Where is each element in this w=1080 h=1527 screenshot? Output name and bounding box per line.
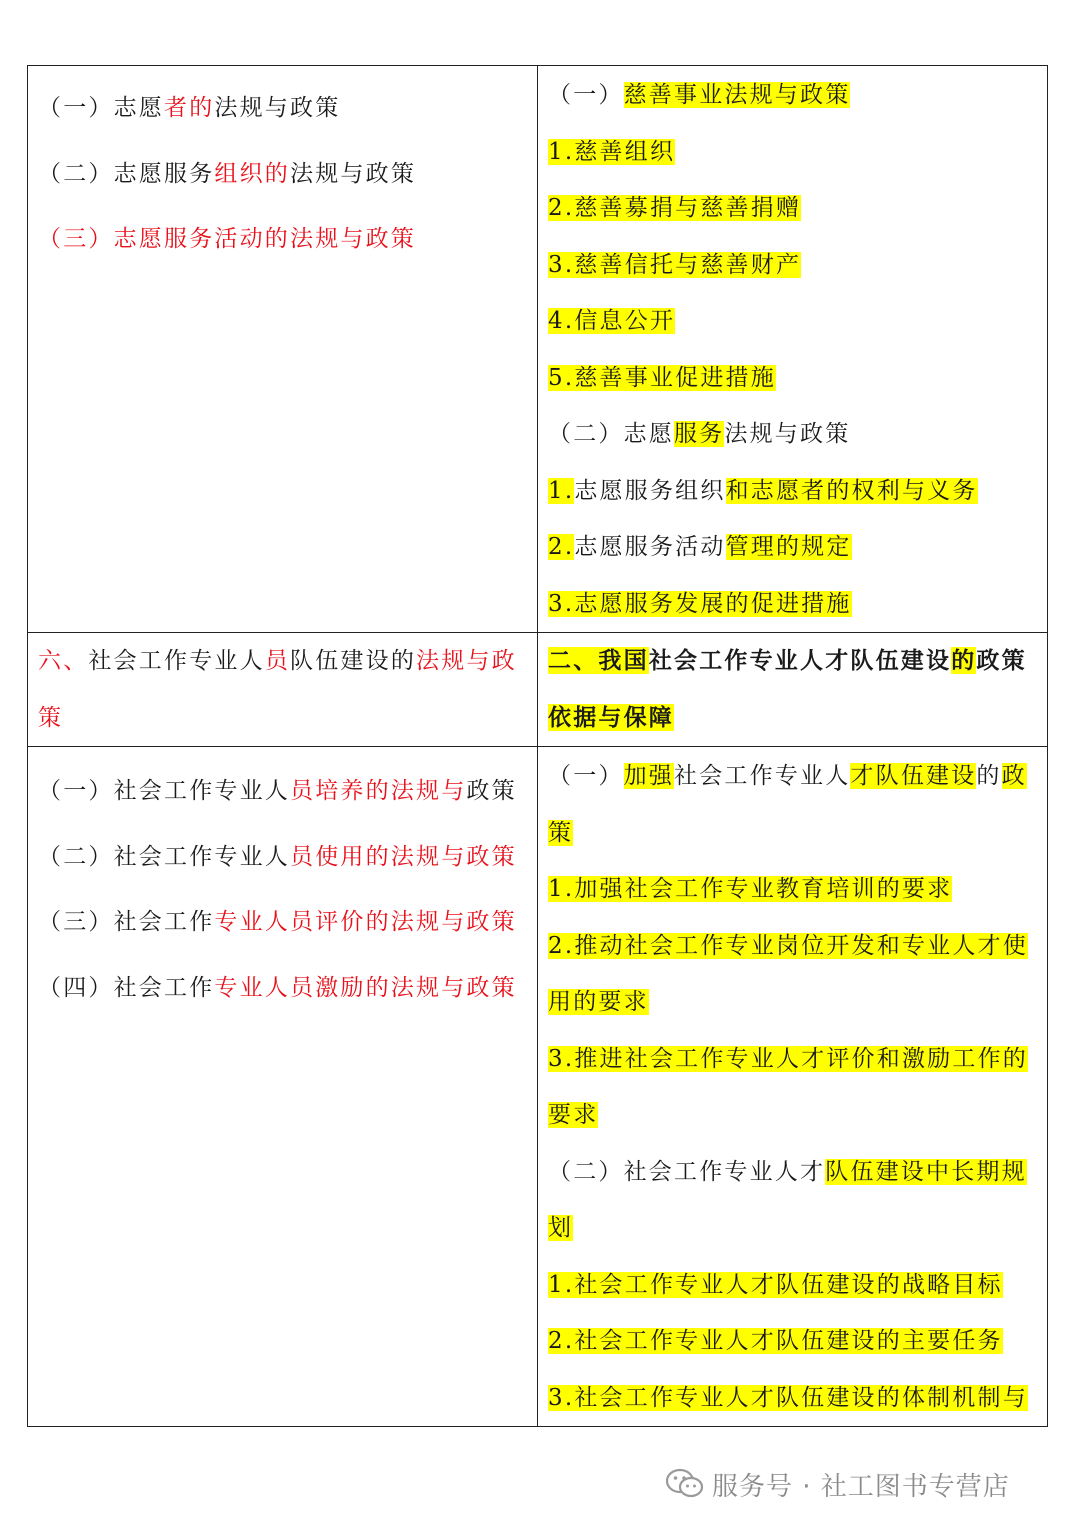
text-run: （一）: [548, 82, 624, 108]
list-item: [548, 124, 1039, 181]
text-run: 员培养的法规与: [290, 778, 467, 804]
text-run: 队伍建设中长期规划: [548, 1158, 1027, 1241]
text-run: 的: [951, 647, 977, 674]
row3-right-cell: [538, 747, 1048, 1427]
row3-left-list: [38, 763, 529, 1016]
list-item: [548, 180, 1039, 237]
text-run: （三）社会工作: [38, 909, 215, 935]
text-run: （二）社会工作专业人: [38, 843, 290, 870]
text-run: 2.: [548, 534, 575, 560]
list-item: [548, 748, 1039, 861]
list-item: [548, 861, 1039, 918]
row1-right-cell: [538, 66, 1048, 633]
table-row: [28, 633, 1048, 747]
text-run: 1.慈善组织: [548, 138, 676, 165]
row1-left-list: [38, 80, 529, 268]
text-run: 政策: [976, 647, 1027, 674]
row2-left-cell: [28, 633, 538, 747]
text-run: 的: [976, 763, 1002, 789]
text-run: 管理的规定: [725, 534, 852, 560]
list-item: [548, 1257, 1039, 1314]
text-run: 队伍建设的: [290, 648, 417, 674]
text-run: 法规与政策: [290, 160, 417, 187]
text-run: 3.志愿服务发展的促进措施: [548, 590, 852, 617]
text-run: 员使用的法规与政策: [290, 843, 517, 870]
text-run: 者的: [164, 95, 215, 121]
text-run: 慈善事业法规与政策: [623, 82, 851, 108]
text-run: 社会工作专业人: [674, 763, 851, 789]
text-run: （四）社会工作: [38, 974, 215, 1001]
syllabus-comparison-table: [27, 65, 1048, 1427]
list-item: [548, 576, 1039, 633]
text-run: 5.慈善事业促进措施: [548, 364, 776, 391]
text-run: 3.社会工作专业人才队伍建设的体制机制与: [548, 1384, 1028, 1411]
text-run: 专业人员评价的法规与政策: [214, 909, 517, 935]
text-run: 2.慈善募捐与慈善捐赠: [548, 195, 802, 221]
text-run: 政策: [548, 763, 1027, 846]
row2-left-heading: [38, 633, 529, 746]
text-run: 服务: [674, 421, 725, 447]
row3-left-cell: [28, 747, 538, 1427]
list-item: [548, 237, 1039, 294]
text-run: 1.加强社会工作专业教育培训的要求: [548, 876, 953, 902]
text-run: （三）志愿服务活动的法规与政策: [38, 226, 416, 252]
text-run: 和志愿者的权利与义务: [725, 477, 978, 504]
text-run: 才队伍建设: [850, 763, 977, 789]
text-run: 加强: [623, 763, 675, 789]
footer-watermark: [666, 1462, 1010, 1506]
row1-right-list: [548, 67, 1039, 632]
text-run: 1.: [548, 477, 575, 504]
table-row: [28, 66, 1048, 633]
list-item: [38, 211, 529, 268]
row2-right-cell: [538, 633, 1048, 747]
text-run: 4.信息公开: [548, 308, 676, 334]
text-run: 组织的: [214, 160, 291, 187]
text-run: （一）: [548, 763, 624, 789]
row3-right-list: [548, 748, 1039, 1426]
text-run: 法规与政策: [214, 95, 341, 121]
list-item: [38, 146, 529, 203]
text-run: 依据与保障: [548, 703, 674, 731]
list-item: [38, 80, 529, 137]
text-run: 2.社会工作专业人才队伍建设的主要任务: [548, 1328, 1003, 1354]
text-run: 政策: [466, 778, 517, 804]
row1-left-cell: [28, 66, 538, 633]
list-item: [38, 960, 529, 1017]
text-run: 社会工作专业人: [88, 648, 265, 674]
list-item: [38, 829, 529, 886]
list-item: [548, 1370, 1039, 1427]
list-item: [38, 763, 529, 820]
footer-text: 服务号 · 社工图书专营店: [712, 1471, 1010, 1502]
list-item: [548, 1031, 1039, 1144]
text-run: 社会工作专业人才队伍建设: [648, 647, 952, 674]
text-run: 2.推动社会工作专业岗位开发和专业人才使用的要求: [548, 932, 1028, 1015]
list-item: [548, 463, 1039, 520]
text-run: 3.慈善信托与慈善财产: [548, 251, 802, 278]
text-run: （一）社会工作专业人: [38, 778, 290, 804]
text-run: 志愿服务活动: [574, 534, 726, 560]
text-run: 3.推进社会工作专业人才评价和激励工作的要求: [548, 1045, 1028, 1128]
text-run: 专业人员激励的法规与政策: [214, 974, 517, 1001]
list-item: [548, 1313, 1039, 1370]
list-item: [548, 633, 1039, 746]
text-run: 1.社会工作专业人才队伍建设的战略目标: [548, 1271, 1003, 1298]
list-item: [38, 633, 529, 746]
row2-right-heading: [548, 633, 1039, 746]
list-item: [548, 293, 1039, 350]
wechat-icon: [666, 1468, 704, 1500]
text-run: （二）志愿服务: [38, 160, 215, 187]
list-item: [548, 67, 1039, 124]
text-run: （一）志愿: [38, 95, 164, 121]
list-item: [548, 350, 1039, 407]
text-run: 员: [264, 648, 291, 674]
list-item: [548, 918, 1039, 1031]
list-item: [38, 894, 529, 951]
list-item: [548, 1144, 1039, 1257]
text-run: （二）社会工作专业人才: [548, 1158, 826, 1185]
text-run: 志愿服务组织: [574, 477, 726, 504]
text-run: （二）志愿: [548, 421, 674, 447]
table-row: [28, 747, 1048, 1427]
text-run: 六、: [38, 648, 89, 674]
text-run: 法规与政策: [724, 421, 851, 447]
list-item: [548, 406, 1039, 463]
text-run: 二、我国: [548, 647, 649, 674]
text-run: 法规与政策: [38, 648, 517, 731]
list-item: [548, 519, 1039, 576]
